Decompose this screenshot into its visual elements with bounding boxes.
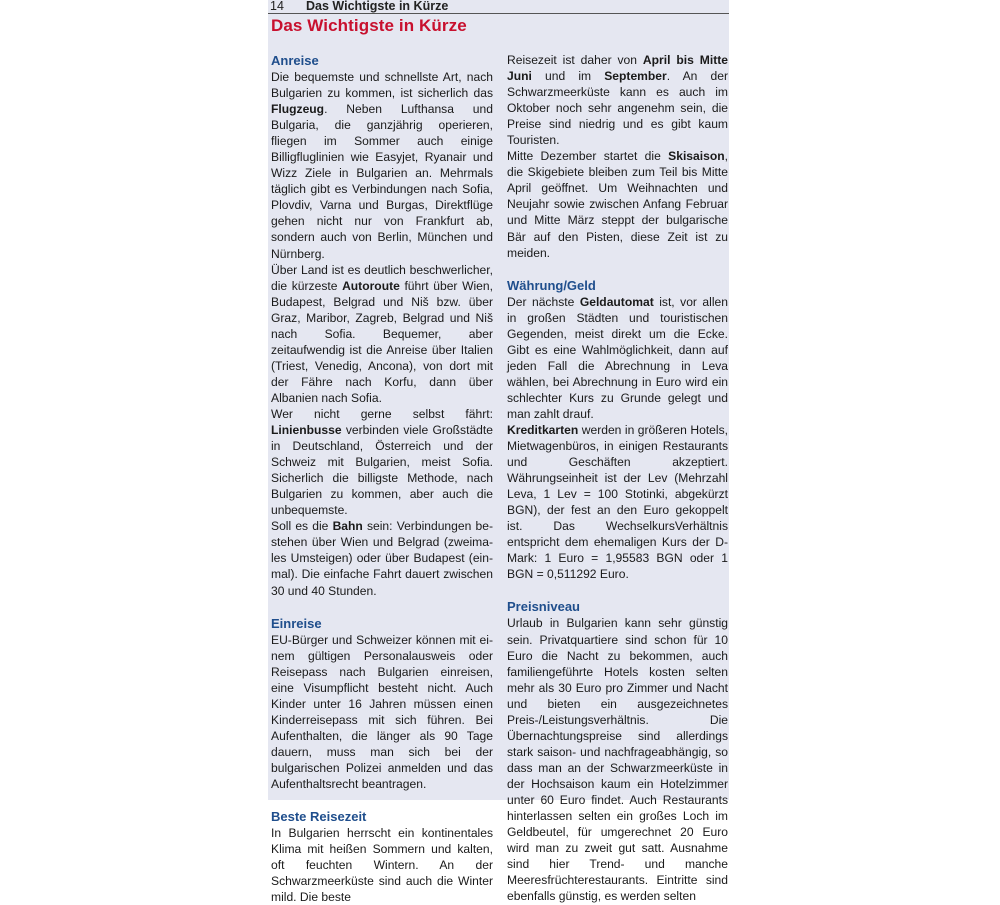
- page-title: Das Wichtigste in Kürze: [271, 16, 467, 35]
- left-column: [271, 52, 493, 905]
- paragraph-geldautomat: Der nächste Geldautomat ist, vor allen in großen Städten und touristischen Gegenden, meist direkt um die Ecke. Gibt es eine Wahlmöglichkeit, dann auf jeden Fall die Abrechnung in Leva wählen, bei Abrechnung in Euro wird ein schlechter Kurs zu Grunde gelegt und man zahlt drauf.: [507, 294, 728, 421]
- paragraph-einreise: EU-Bürger und Schweizer können mit einem gültigen Personalausweis oder Reisepass nach Bulgarien einreisen, eine Visumpflicht besteht nicht. Auch Kinder unter 16 Jahren müssen einen Kinderreisepass mit sich führen. Bei Aufenthalten, die länger als 90 Tage dauern, muss man sich bei der bulgarischen Polizei anmelden und das Aufenthaltsrecht beantragen.: [271, 632, 493, 791]
- section-heading-anreise: Anreise: [271, 53, 319, 68]
- section-heading-beste-reisezeit: Beste Reisezeit: [271, 809, 367, 825]
- page-number: 14: [270, 0, 284, 13]
- section-heading-waehrung: Währung/Geld: [507, 277, 596, 293]
- paragraph-kreditkarten: Kreditkarten werden in größeren Hotels, Mietwagenbüros, in einigen Restaurants und Geschäften akzeptiert. Währungseinheit ist der Lev (Mehrzahl Leva, 1 Lev = 100 Stotinki, abgekürzt BGN), der fest an den Euro gekoppelt ist. Das WechselkursVerhältnis entspricht dem ehemaligen Kurs der D-Mark: 1 Euro = 1,95583 BGN oder 1 BGN = 0,511292 Euro.: [507, 422, 728, 582]
- section-heading-einreise: Einreise: [271, 615, 322, 631]
- paragraph-anreise-bahn: Soll es die Bahn sein: Verbindungen bestehen über Wien und Belgrad (zweimales Umsteigen) oder über Budapest (einmal). Die einfache Fahrt dauert zwischen 30 und 40 Stunden.: [271, 519, 493, 598]
- paragraph-reisezeit-cont: Reisezeit ist daher von April bis Mitte Juni und im September. An der Schwarzmeerküste kann es auch im Oktober noch sehr angenehm sein, die Preise sind niedrig und es gibt kaum Touristen.: [507, 53, 728, 148]
- paragraph-preisniveau: Urlaub in Bulgarien kann sehr günstig sein. Privatquartiere sind schon für 10 Euro die Nacht zu bekommen, auch familiengeführte Hotels kosten selten mehr als 30 Euro pro Zimmer und Nacht und bieten ein ausgezeichnetes Preis-/Leistungsverhältnis. Die Übernachtungspreise sind allerdings stark saison- und nachfrageabhängig, so dass man an der Schwarzmeerküste in der Hochsaison kaum ein Hotelzimmer unter 60 Euro findet. Auch Restaurants hinterlassen selten ein großes Loch im Geldbeutel, für umgerechnet 20 Euro wird man zu zweit gut satt. Ausnahme sind hier Trend- und manche Meeresfrüchterestaurants. Eintritte sind ebenfalls günstig, es werden selten: [507, 616, 728, 904]
- paragraph-beste-reisezeit: In Bulgarien herrscht ein kontinentales Klima mit heißen Sommern und kalten, oft feuchten Wintern. An der Schwarzmeerküste sind auch die Winter mild. Die beste: [271, 826, 493, 905]
- section-heading-preisniveau: Preisniveau: [507, 599, 580, 615]
- paragraph-skisaison: Mitte Dezember startet die Skisaison, die Skigebiete bleiben zum Teil bis Mitte April geöffnet. Um Weihnachten und Neujahr sowie zwischen Anfang Februar und Mitte März steppt der bulgarische Bär auf den Pisten, diese Zeit ist zu meiden.: [507, 149, 728, 260]
- paragraph-anreise-flug: Die bequemste und schnellste Art, nach Bulgarien zu kommen, ist sicherlich das Flugzeug. Neben Lufthansa und Bulgaria, die ganzjährig operieren, fliegen im Sommer auch einige Billigfluglinien wie Easyjet, Ryanair und Wizz Ziele in Bulgarien an. Mehrmals täglich gibt es Verbindungen nach Sofia, Plovdiv, Varna und Burgas, Direktflüge gehen nicht nur von Frankfurt ab, sondern auch von Berlin, München und Nürnberg.: [271, 70, 493, 261]
- paragraph-anreise-bus: Wer nicht gerne selbst fährt: Linienbusse verbinden viele Großstädte in Deutschland, Österreich und der Schweiz mit Bulgarien, meist Sofia. Sicherlich die billigste Methode, nach Bulgarien zu kommen, aber auch die unbequemste.: [271, 406, 493, 518]
- running-head: [268, 0, 729, 14]
- right-column: [507, 52, 728, 904]
- running-title: Das Wichtigste in Kürze: [306, 0, 449, 13]
- paragraph-anreise-auto: Über Land ist es deutlich beschwerlicher, die kürzeste Autoroute führt über Wien, Budapest, Belgrad und Niš bzw. über Graz, Maribor, Zagreb, Belgrad und Niš nach Sofia. Bequemer, aber zeitaufwendig ist die Anreise über Italien (Triest, Venedig, Ancona), von dort mit der Fähre nach Korfu, dann über Albanien nach Sofia.: [271, 262, 493, 405]
